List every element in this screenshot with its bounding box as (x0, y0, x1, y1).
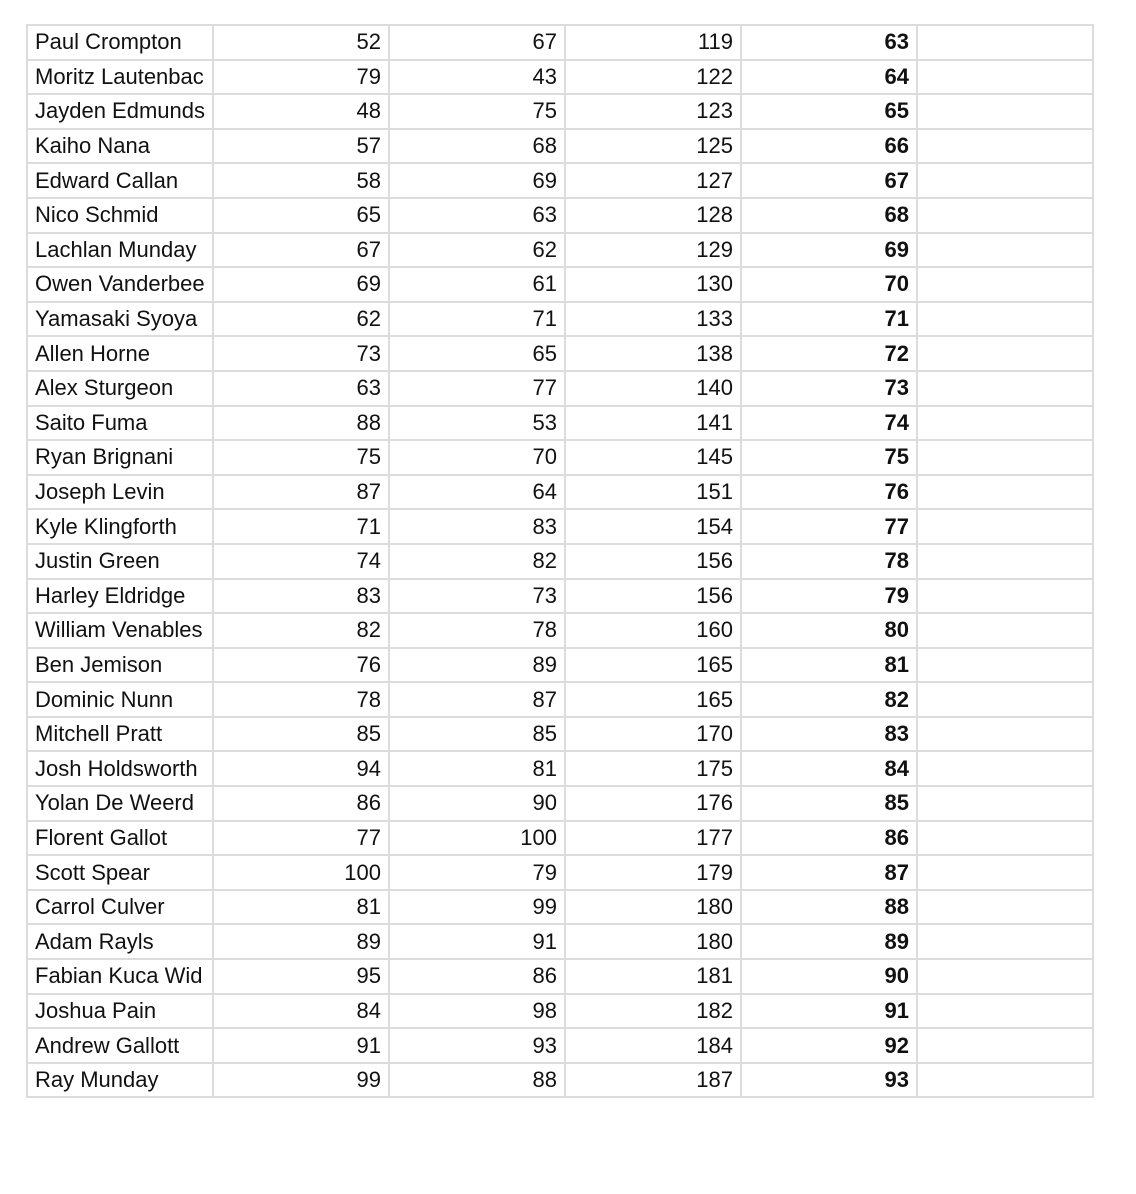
name-cell[interactable]: Harley Eldridge (27, 579, 213, 614)
score-a-cell[interactable]: 74 (213, 544, 389, 579)
score-a-cell[interactable]: 52 (213, 25, 389, 60)
name-cell[interactable]: Edward Callan (27, 163, 213, 198)
name-cell[interactable]: Alex Sturgeon (27, 371, 213, 406)
total-cell[interactable]: 127 (565, 163, 741, 198)
total-cell[interactable]: 141 (565, 406, 741, 441)
empty-cell[interactable] (917, 475, 1093, 510)
score-b-cell[interactable]: 99 (389, 890, 565, 925)
table-row (27, 648, 1093, 683)
name-cell[interactable]: Adam Rayls (27, 924, 213, 959)
total-cell[interactable]: 119 (565, 25, 741, 60)
score-a-cell[interactable]: 95 (213, 959, 389, 994)
name-cell[interactable]: William Venables (27, 613, 213, 648)
name-cell[interactable]: Josh Holdsworth (27, 751, 213, 786)
table-row (27, 717, 1093, 752)
rank-cell[interactable]: 89 (741, 924, 917, 959)
score-a-cell[interactable]: 65 (213, 198, 389, 233)
empty-cell[interactable] (917, 855, 1093, 890)
total-cell[interactable]: 175 (565, 751, 741, 786)
empty-cell[interactable] (917, 1028, 1093, 1063)
name-cell[interactable]: Allen Horne (27, 336, 213, 371)
table-row (27, 682, 1093, 717)
score-b-cell[interactable]: 90 (389, 786, 565, 821)
score-b-cell[interactable]: 53 (389, 406, 565, 441)
score-a-cell[interactable]: 76 (213, 648, 389, 683)
name-cell[interactable]: Nico Schmid (27, 198, 213, 233)
total-cell[interactable]: 123 (565, 94, 741, 129)
table-row (27, 233, 1093, 268)
score-a-cell[interactable]: 73 (213, 336, 389, 371)
empty-cell[interactable] (917, 613, 1093, 648)
table-row (27, 198, 1093, 233)
rank-cell[interactable]: 63 (741, 25, 917, 60)
rank-cell[interactable]: 81 (741, 648, 917, 683)
rank-cell[interactable]: 67 (741, 163, 917, 198)
score-b-cell[interactable]: 64 (389, 475, 565, 510)
empty-cell[interactable] (917, 440, 1093, 475)
table-row (27, 440, 1093, 475)
score-b-cell[interactable]: 100 (389, 821, 565, 856)
rank-cell[interactable]: 65 (741, 94, 917, 129)
score-a-cell[interactable]: 77 (213, 821, 389, 856)
table-row (27, 406, 1093, 441)
table-row (27, 890, 1093, 925)
name-cell[interactable]: Lachlan Munday (27, 233, 213, 268)
rank-cell[interactable]: 73 (741, 371, 917, 406)
name-cell[interactable]: Kyle Klingforth (27, 509, 213, 544)
empty-cell[interactable] (917, 163, 1093, 198)
table-row (27, 751, 1093, 786)
table-row (27, 336, 1093, 371)
name-cell[interactable]: Carrol Culver (27, 890, 213, 925)
table-row (27, 509, 1093, 544)
total-cell[interactable]: 182 (565, 994, 741, 1029)
rank-cell[interactable]: 72 (741, 336, 917, 371)
total-cell[interactable]: 129 (565, 233, 741, 268)
score-a-cell[interactable]: 89 (213, 924, 389, 959)
empty-cell[interactable] (917, 786, 1093, 821)
empty-cell[interactable] (917, 1063, 1093, 1098)
rank-cell[interactable]: 66 (741, 129, 917, 164)
name-cell[interactable]: Moritz Lautenbac (27, 60, 213, 95)
rank-cell[interactable]: 92 (741, 1028, 917, 1063)
table-row (27, 1028, 1093, 1063)
total-cell[interactable]: 181 (565, 959, 741, 994)
rank-cell[interactable]: 87 (741, 855, 917, 890)
empty-cell[interactable] (917, 129, 1093, 164)
score-a-cell[interactable]: 81 (213, 890, 389, 925)
total-cell[interactable]: 156 (565, 579, 741, 614)
score-a-cell[interactable]: 58 (213, 163, 389, 198)
score-a-cell[interactable]: 78 (213, 682, 389, 717)
name-cell[interactable]: Yolan De Weerd (27, 786, 213, 821)
table-row (27, 302, 1093, 337)
score-a-cell[interactable]: 94 (213, 751, 389, 786)
total-cell[interactable]: 165 (565, 648, 741, 683)
total-cell[interactable]: 184 (565, 1028, 741, 1063)
empty-cell[interactable] (917, 890, 1093, 925)
score-b-cell[interactable]: 75 (389, 94, 565, 129)
table-row (27, 60, 1093, 95)
name-cell[interactable]: Saito Fuma (27, 406, 213, 441)
total-cell[interactable]: 125 (565, 129, 741, 164)
rank-cell[interactable]: 69 (741, 233, 917, 268)
empty-cell[interactable] (917, 959, 1093, 994)
table-row (27, 579, 1093, 614)
score-a-cell[interactable]: 86 (213, 786, 389, 821)
empty-cell[interactable] (917, 198, 1093, 233)
score-b-cell[interactable]: 88 (389, 1063, 565, 1098)
empty-cell[interactable] (917, 371, 1093, 406)
score-a-cell[interactable]: 57 (213, 129, 389, 164)
total-cell[interactable]: 145 (565, 440, 741, 475)
table-row (27, 544, 1093, 579)
spreadsheet-grid (26, 24, 1094, 1098)
total-cell[interactable]: 151 (565, 475, 741, 510)
score-a-cell[interactable]: 87 (213, 475, 389, 510)
rank-cell[interactable]: 79 (741, 579, 917, 614)
score-b-cell[interactable]: 65 (389, 336, 565, 371)
table-row (27, 267, 1093, 302)
total-cell[interactable]: 187 (565, 1063, 741, 1098)
grid-body (27, 25, 1093, 1097)
rank-cell[interactable]: 83 (741, 717, 917, 752)
empty-cell[interactable] (917, 406, 1093, 441)
total-cell[interactable]: 160 (565, 613, 741, 648)
empty-cell[interactable] (917, 302, 1093, 337)
empty-cell[interactable] (917, 682, 1093, 717)
score-b-cell[interactable]: 73 (389, 579, 565, 614)
total-cell[interactable]: 138 (565, 336, 741, 371)
table-row (27, 94, 1093, 129)
score-a-cell[interactable]: 83 (213, 579, 389, 614)
score-b-cell[interactable]: 68 (389, 129, 565, 164)
name-cell[interactable]: Fabian Kuca Wid (27, 959, 213, 994)
total-cell[interactable]: 154 (565, 509, 741, 544)
empty-cell[interactable] (917, 267, 1093, 302)
rank-cell[interactable]: 82 (741, 682, 917, 717)
empty-cell[interactable] (917, 717, 1093, 752)
score-a-cell[interactable]: 75 (213, 440, 389, 475)
table-row (27, 475, 1093, 510)
rank-cell[interactable]: 90 (741, 959, 917, 994)
total-cell[interactable]: 170 (565, 717, 741, 752)
name-cell[interactable]: Scott Spear (27, 855, 213, 890)
rank-cell[interactable]: 84 (741, 751, 917, 786)
score-b-cell[interactable]: 63 (389, 198, 565, 233)
name-cell[interactable]: Florent Gallot (27, 821, 213, 856)
table-row (27, 129, 1093, 164)
score-b-cell[interactable]: 87 (389, 682, 565, 717)
rank-cell[interactable]: 78 (741, 544, 917, 579)
total-cell[interactable]: 177 (565, 821, 741, 856)
total-cell[interactable]: 140 (565, 371, 741, 406)
score-b-cell[interactable]: 69 (389, 163, 565, 198)
score-a-cell[interactable]: 88 (213, 406, 389, 441)
name-cell[interactable]: Ray Munday (27, 1063, 213, 1098)
score-b-cell[interactable]: 91 (389, 924, 565, 959)
total-cell[interactable]: 156 (565, 544, 741, 579)
name-cell[interactable]: Yamasaki Syoya (27, 302, 213, 337)
table-row (27, 924, 1093, 959)
score-b-cell[interactable]: 86 (389, 959, 565, 994)
table-row (27, 994, 1093, 1029)
table-row (27, 25, 1093, 60)
rank-cell[interactable]: 70 (741, 267, 917, 302)
empty-cell[interactable] (917, 336, 1093, 371)
table-row (27, 1063, 1093, 1098)
table-row (27, 821, 1093, 856)
total-cell[interactable]: 128 (565, 198, 741, 233)
empty-cell[interactable] (917, 994, 1093, 1029)
empty-cell[interactable] (917, 924, 1093, 959)
score-b-cell[interactable]: 83 (389, 509, 565, 544)
table-row (27, 613, 1093, 648)
rank-cell[interactable]: 85 (741, 786, 917, 821)
rank-cell[interactable]: 93 (741, 1063, 917, 1098)
score-b-cell[interactable]: 43 (389, 60, 565, 95)
score-b-cell[interactable]: 67 (389, 25, 565, 60)
empty-cell[interactable] (917, 94, 1093, 129)
rank-cell[interactable]: 88 (741, 890, 917, 925)
score-b-cell[interactable]: 71 (389, 302, 565, 337)
total-cell[interactable]: 122 (565, 60, 741, 95)
empty-cell[interactable] (917, 233, 1093, 268)
empty-cell[interactable] (917, 751, 1093, 786)
table-row (27, 786, 1093, 821)
score-b-cell[interactable]: 70 (389, 440, 565, 475)
score-b-cell[interactable]: 85 (389, 717, 565, 752)
table-row (27, 855, 1093, 890)
rank-cell[interactable]: 80 (741, 613, 917, 648)
total-cell[interactable]: 176 (565, 786, 741, 821)
score-b-cell[interactable]: 89 (389, 648, 565, 683)
score-a-cell[interactable]: 79 (213, 60, 389, 95)
score-a-cell[interactable]: 85 (213, 717, 389, 752)
score-a-cell[interactable]: 48 (213, 94, 389, 129)
rank-cell[interactable]: 76 (741, 475, 917, 510)
total-cell[interactable]: 180 (565, 924, 741, 959)
score-a-cell[interactable]: 67 (213, 233, 389, 268)
score-b-cell[interactable]: 62 (389, 233, 565, 268)
rank-cell[interactable]: 77 (741, 509, 917, 544)
name-cell[interactable]: Owen Vanderbee (27, 267, 213, 302)
rank-cell[interactable]: 86 (741, 821, 917, 856)
name-cell[interactable]: Jayden Edmunds (27, 94, 213, 129)
score-b-cell[interactable]: 61 (389, 267, 565, 302)
name-cell[interactable]: Ryan Brignani (27, 440, 213, 475)
score-b-cell[interactable]: 79 (389, 855, 565, 890)
empty-cell[interactable] (917, 821, 1093, 856)
rank-cell[interactable]: 74 (741, 406, 917, 441)
score-a-cell[interactable]: 91 (213, 1028, 389, 1063)
score-b-cell[interactable]: 93 (389, 1028, 565, 1063)
total-cell[interactable]: 130 (565, 267, 741, 302)
total-cell[interactable]: 165 (565, 682, 741, 717)
rank-cell[interactable]: 68 (741, 198, 917, 233)
score-a-cell[interactable]: 62 (213, 302, 389, 337)
empty-cell[interactable] (917, 25, 1093, 60)
name-cell[interactable]: Joshua Pain (27, 994, 213, 1029)
score-a-cell[interactable]: 99 (213, 1063, 389, 1098)
score-b-cell[interactable]: 82 (389, 544, 565, 579)
rank-cell[interactable]: 71 (741, 302, 917, 337)
rank-cell[interactable]: 75 (741, 440, 917, 475)
name-cell[interactable]: Paul Crompton (27, 25, 213, 60)
score-b-cell[interactable]: 78 (389, 613, 565, 648)
score-a-cell[interactable]: 63 (213, 371, 389, 406)
score-a-cell[interactable]: 69 (213, 267, 389, 302)
score-b-cell[interactable]: 81 (389, 751, 565, 786)
empty-cell[interactable] (917, 648, 1093, 683)
name-cell[interactable]: Mitchell Pratt (27, 717, 213, 752)
score-a-cell[interactable]: 82 (213, 613, 389, 648)
empty-cell[interactable] (917, 544, 1093, 579)
total-cell[interactable]: 133 (565, 302, 741, 337)
score-a-cell[interactable]: 84 (213, 994, 389, 1029)
score-b-cell[interactable]: 77 (389, 371, 565, 406)
table-row (27, 371, 1093, 406)
name-cell[interactable]: Justin Green (27, 544, 213, 579)
rank-cell[interactable]: 91 (741, 994, 917, 1029)
score-a-cell[interactable]: 100 (213, 855, 389, 890)
name-cell[interactable]: Kaiho Nana (27, 129, 213, 164)
total-cell[interactable]: 180 (565, 890, 741, 925)
empty-cell[interactable] (917, 60, 1093, 95)
score-a-cell[interactable]: 71 (213, 509, 389, 544)
total-cell[interactable]: 179 (565, 855, 741, 890)
table-row (27, 163, 1093, 198)
table-row (27, 959, 1093, 994)
name-cell[interactable]: Ben Jemison (27, 648, 213, 683)
score-b-cell[interactable]: 98 (389, 994, 565, 1029)
name-cell[interactable]: Joseph Levin (27, 475, 213, 510)
empty-cell[interactable] (917, 579, 1093, 614)
name-cell[interactable]: Dominic Nunn (27, 682, 213, 717)
empty-cell[interactable] (917, 509, 1093, 544)
rank-cell[interactable]: 64 (741, 60, 917, 95)
name-cell[interactable]: Andrew Gallott (27, 1028, 213, 1063)
